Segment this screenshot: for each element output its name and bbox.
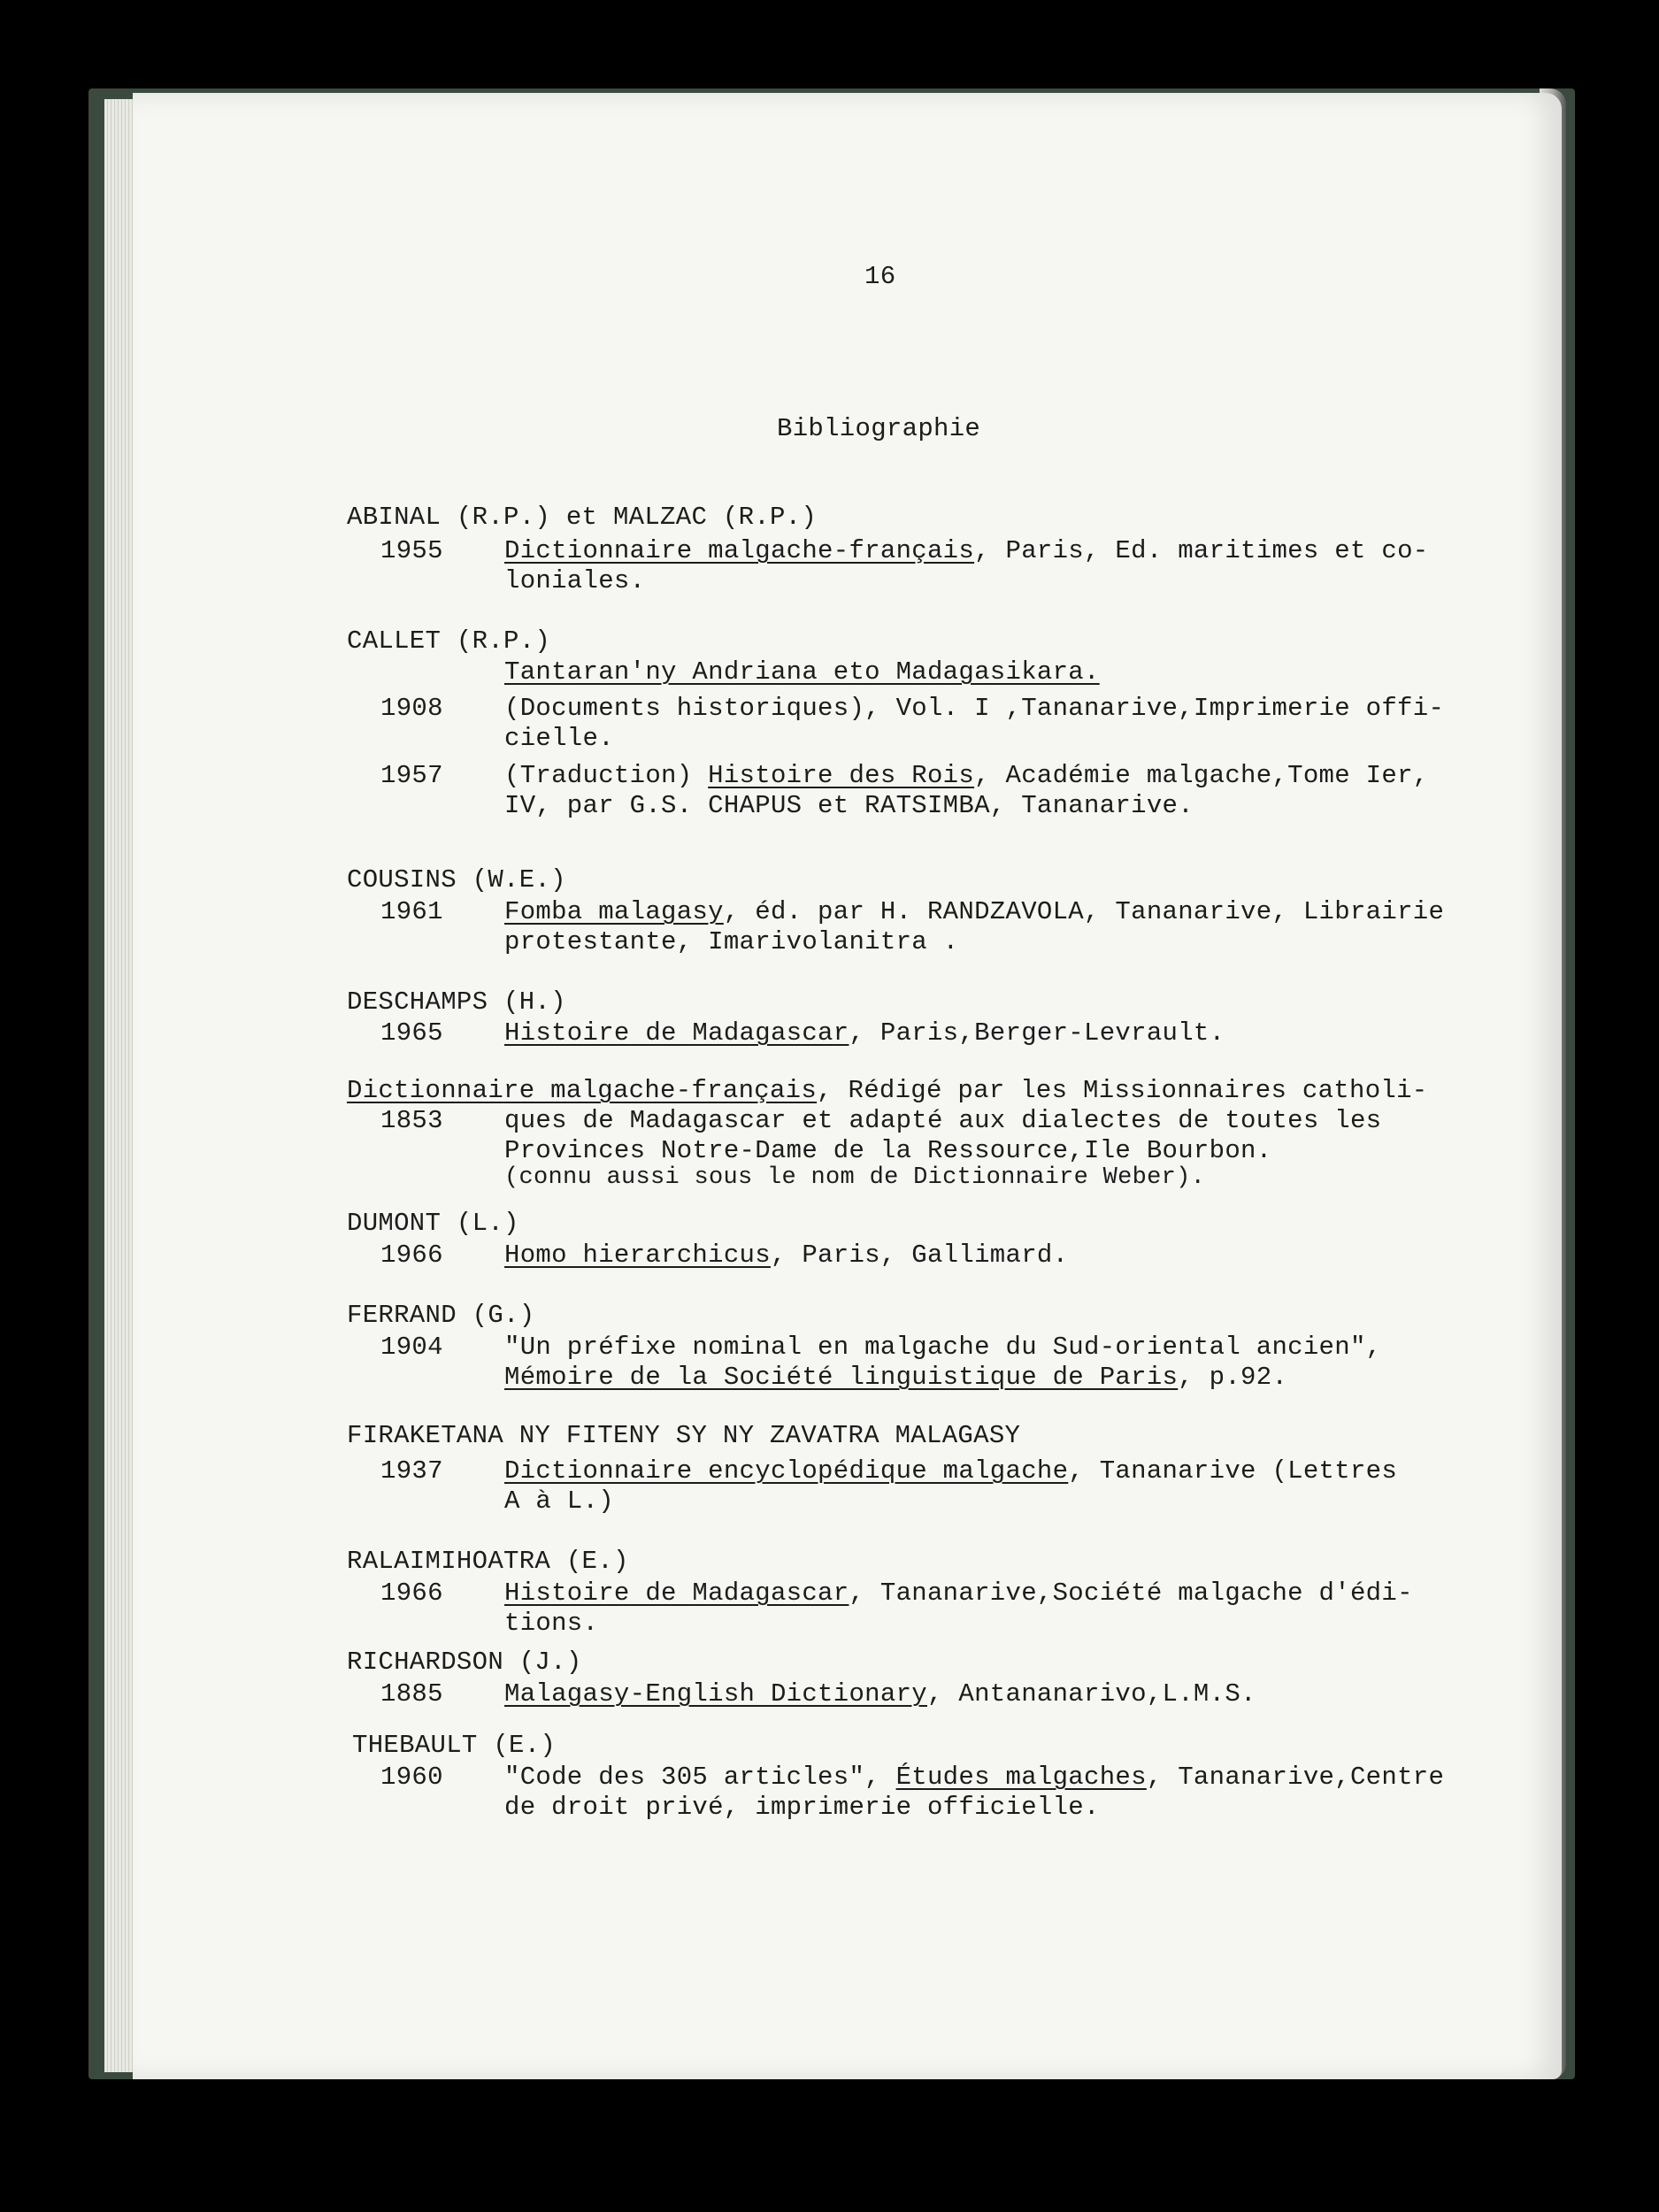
entry-year: 1961 xyxy=(380,897,443,926)
entry-year: 1853 xyxy=(380,1106,443,1135)
entry-author: RICHARDSON (J.) xyxy=(347,1647,582,1677)
entry-citation: ques de Madagascar et adapté aux dialectes de toutes les xyxy=(504,1106,1382,1135)
citation-continuation: A à L.) xyxy=(504,1486,614,1516)
entry-citation: "Un préfixe nominal en malgache du Sud-oriental ancien", xyxy=(504,1333,1382,1362)
citation-rest: , Tananarive,Centre xyxy=(1146,1763,1445,1792)
entry-year: 1965 xyxy=(380,1018,443,1048)
work-title: Fomba malagasy xyxy=(504,897,724,926)
entry-year: 1960 xyxy=(380,1763,443,1792)
entry-year: 1957 xyxy=(380,761,443,790)
citation-rest: , Tananarive (Lettres xyxy=(1068,1456,1398,1486)
entry-author: FERRAND (G.) xyxy=(347,1301,535,1330)
citation-rest: , Antananarivo,L.M.S. xyxy=(926,1679,1256,1709)
citation-continuation: cielle. xyxy=(504,724,614,753)
entry-author: DESCHAMPS (H.) xyxy=(347,987,566,1017)
page-title: Bibliographie xyxy=(777,414,981,443)
citation-rest: , Paris, Ed. maritimes et co- xyxy=(974,536,1429,565)
entry-year: 1966 xyxy=(380,1240,443,1270)
citation-rest: , p.92. xyxy=(1178,1363,1288,1392)
entry-author: RALAIMIHOATRA (E.) xyxy=(347,1547,629,1576)
entry-year: 1908 xyxy=(380,694,443,723)
work-title: Histoire des Rois xyxy=(708,761,975,790)
entry-citation xyxy=(504,1240,1068,1271)
work-title: Études malgaches xyxy=(895,1763,1147,1792)
entry-citation xyxy=(504,1678,1256,1710)
citation-rest: , Académie malgache,Tome Ier, xyxy=(974,761,1429,790)
citation-continuation: IV, par G.S. CHAPUS et RATSIMBA, Tananarive. xyxy=(504,791,1194,820)
work-title: Dictionnaire malgache-français xyxy=(347,1076,818,1105)
work-title: Tantaran'ny Andriana eto Madagasikara. xyxy=(504,657,1100,687)
entry-author: ABINAL (R.P.) et MALZAC (R.P.) xyxy=(347,503,818,532)
entry-author: CALLET (R.P.) xyxy=(347,626,551,656)
entry-citation xyxy=(504,535,1428,567)
entry-author: DUMONT (L.) xyxy=(347,1209,519,1238)
entry-year: 1955 xyxy=(380,536,443,565)
entry-citation: (Documents historiques), Vol. I ,Tananarive,Imprimerie offi- xyxy=(504,694,1445,723)
entry-citation xyxy=(504,1578,1413,1609)
citation-rest: , Paris, Gallimard. xyxy=(770,1240,1069,1270)
entry-citation xyxy=(504,760,1428,792)
citation-rest: , Paris,Berger-Levrault. xyxy=(849,1018,1225,1048)
citation-pre: (Traduction) xyxy=(504,761,709,790)
citation-continuation: tions. xyxy=(504,1609,599,1638)
citation-continuation: (connu aussi sous le nom de Dictionnaire Weber). xyxy=(504,1164,1206,1191)
work-title: Histoire de Madagascar xyxy=(504,1018,849,1048)
work-title: Histoire de Madagascar xyxy=(504,1578,849,1608)
citation-rest: , éd. par H. RANDZAVOLA, Tananarive, Librairie xyxy=(723,897,1445,926)
citation-rest: , Rédigé par les Missionnaires catholi- xyxy=(817,1076,1428,1105)
citation-continuation: protestante, Imarivolanitra . xyxy=(504,927,959,956)
entry-year: 1904 xyxy=(380,1333,443,1362)
entry-citation xyxy=(504,1762,1444,1793)
entry-lead xyxy=(347,1075,1428,1107)
entry-author: THEBAULT (E.) xyxy=(352,1731,557,1760)
citation-rest: , Tananarive,Société malgache d'édi- xyxy=(849,1578,1413,1608)
entry-year: 1937 xyxy=(380,1456,443,1486)
work-title: Malagasy-English Dictionary xyxy=(504,1679,927,1709)
work-title: Dictionnaire encyclopédique malgache xyxy=(504,1456,1069,1486)
work-title: Dictionnaire malgache-français xyxy=(504,536,975,565)
entry-year: 1966 xyxy=(380,1578,443,1608)
citation-continuation xyxy=(504,1362,1287,1394)
entry-citation xyxy=(504,896,1444,928)
entry-year: 1885 xyxy=(380,1679,443,1709)
entry-citation xyxy=(504,1455,1397,1487)
work-title: Mémoire de la Société linguistique de Paris xyxy=(504,1363,1179,1392)
page-number: 16 xyxy=(864,262,896,291)
entry-author: COUSINS (W.E.) xyxy=(347,865,566,895)
work-title: Homo hierarchicus xyxy=(504,1240,771,1270)
citation-continuation: Provinces Notre-Dame de la Ressource,Ile Bourbon. xyxy=(504,1136,1272,1165)
citation-pre: "Code des 305 articles", xyxy=(504,1763,896,1792)
entry-citation xyxy=(504,1018,1225,1049)
entry-author: FIRAKETANA NY FITENY SY NY ZAVATRA MALAGASY xyxy=(347,1421,1021,1450)
citation-continuation: de droit privé, imprimerie officielle. xyxy=(504,1793,1100,1822)
citation-continuation: loniales. xyxy=(504,566,646,595)
document-page xyxy=(133,93,1562,2079)
